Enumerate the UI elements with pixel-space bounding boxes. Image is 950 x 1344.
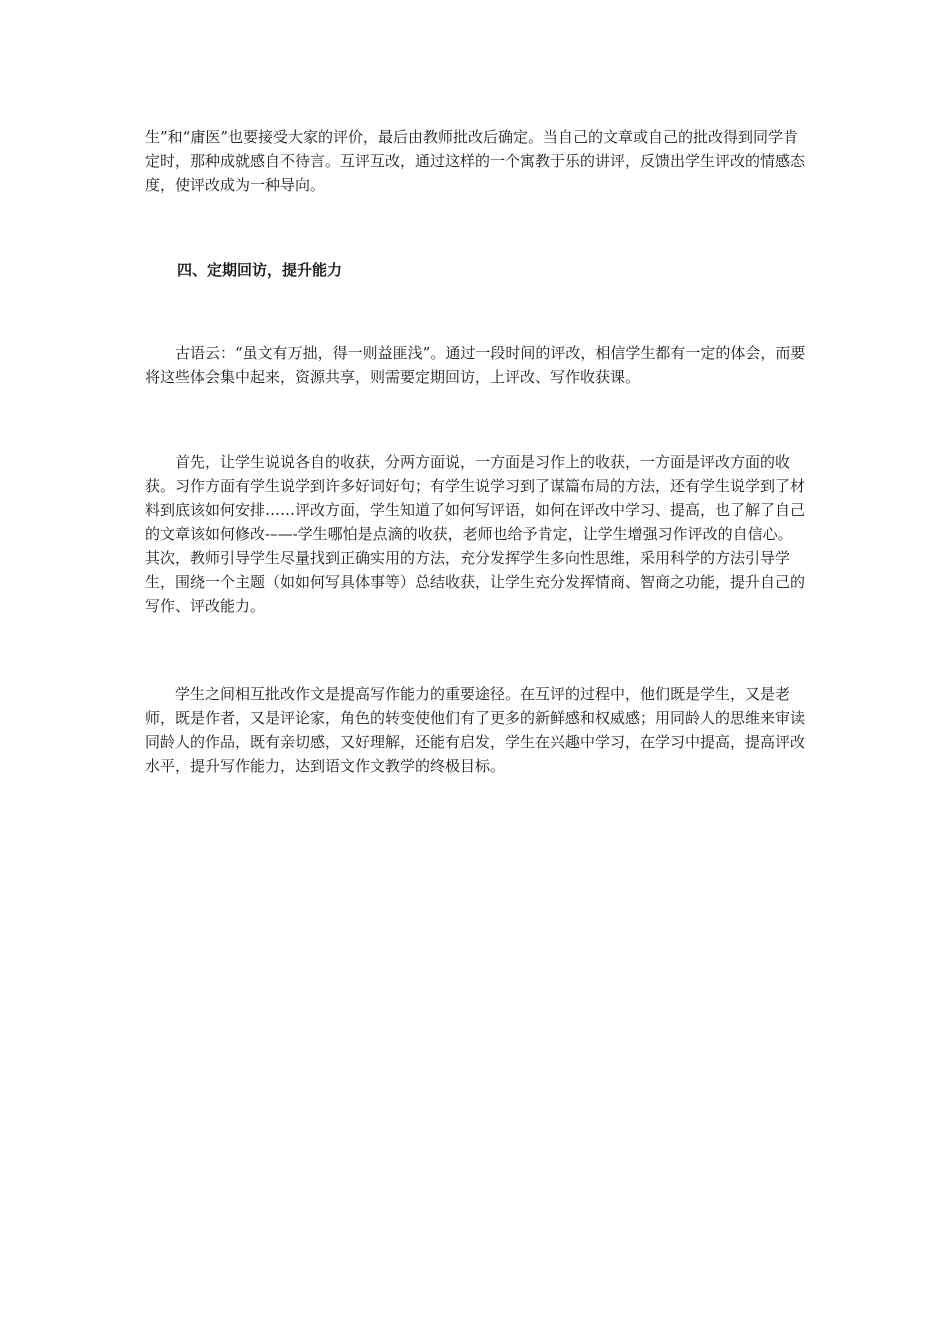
paragraph-continuation: 生”和“庸医”也要接受大家的评价，最后由教师批改后确定。当自己的文章或自己的批改得到同学肯定时，那种成就感自不待言。互评互改，通过这样的一个寓教于乐的讲评，反馈出学生评改的情感态度，使评改成为一种导向。 <box>145 128 806 194</box>
paragraph-first-second: 首先，让学生说说各自的收获，分两方面说，一方面是习作上的收获，一方面是评改方面的收获。习作方面有学生说学到许多好词好句；有学生说学习到了谋篇布局的方法，还有学生说学到了材料到底该如何安排……评改方面，学生知道了如何写评语，如何在评改中学习、提高，也了解了自己的文章该如何修改-–—-学生哪怕是点滴的收获，老师也给予肯定，让学生增强习作评改的自信心。其次，教师引导学生尽量找到正确实用的方法，充分发挥学生多向性思维，采用科学的方法引导学生，围绕一个主题（如如何写具体事等）总结收获，让学生充分发挥情商、智商之功能，提升自己的写作、评改能力。 <box>145 453 806 615</box>
paragraph-conclusion: 学生之间相互批改作文是提高写作能力的重要途径。在互评的过程中，他们既是学生，又是老师，既是作者，又是评论家，角色的转变使他们有了更多的新鲜感和权威感；用同龄人的思维来审读同龄人的作品，既有亲切感，又好理解，还能有启发，学生在兴趣中学习，在学习中提高，提高评改水平，提升写作能力，达到语文作文教学的终极目标。 <box>145 685 806 775</box>
paragraph-quote: 古语云：“虽文有万拙，得一则益匪浅”。通过一段时间的评改，相信学生都有一定的体会，而要将这些体会集中起来，资源共享，则需要定期回访，上评改、写作收获课。 <box>145 344 806 386</box>
section-heading: 四、定期回访，提升能力 <box>177 261 343 279</box>
